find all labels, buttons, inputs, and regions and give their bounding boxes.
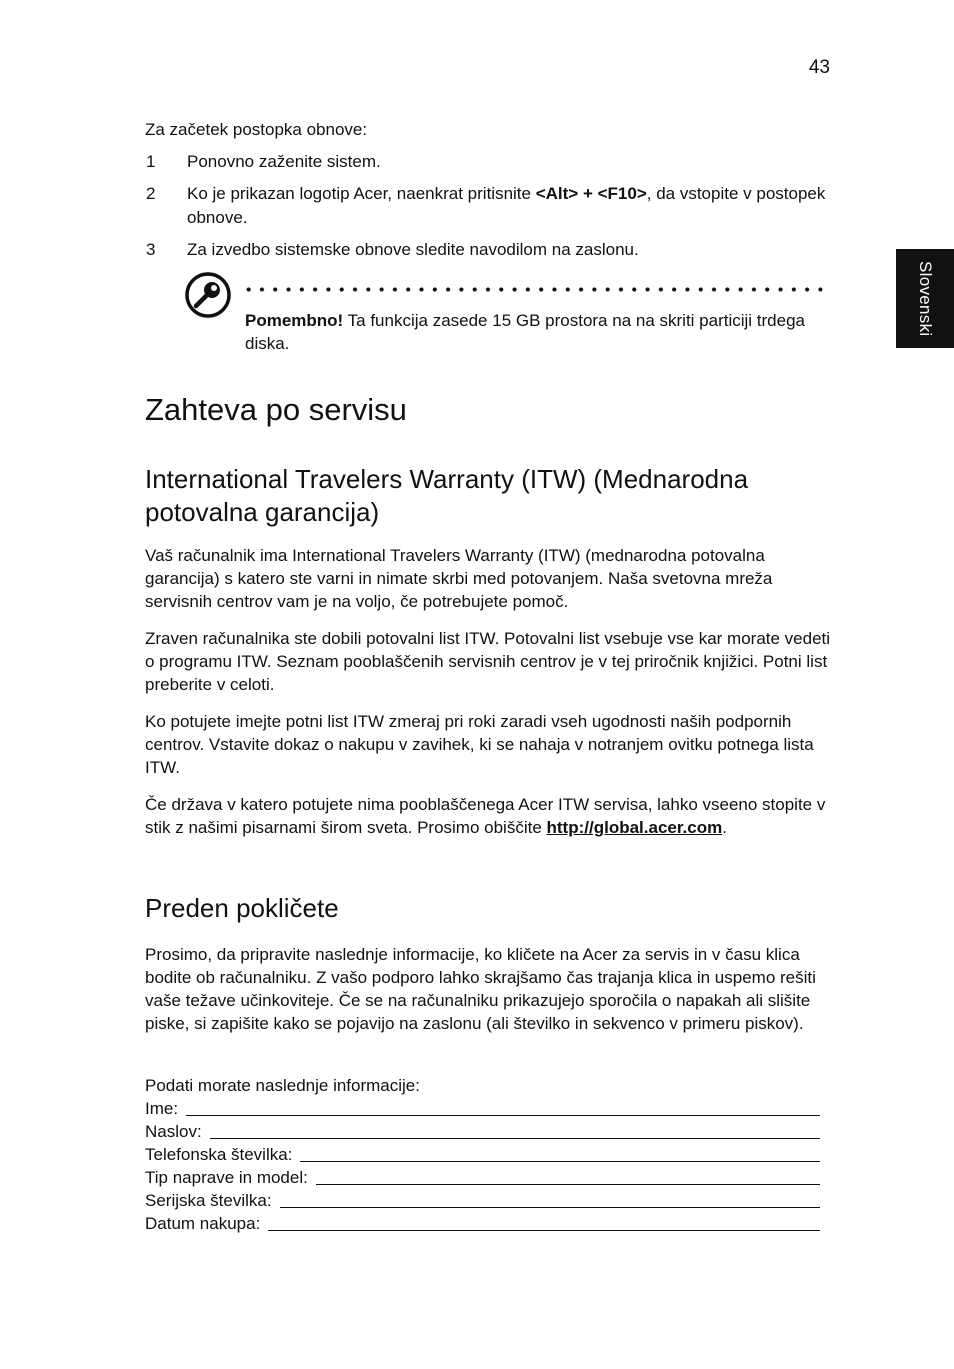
note-text: [245, 309, 830, 355]
step-text: [187, 150, 827, 174]
blank-line: [186, 1100, 820, 1116]
recovery-intro: Za začetek postopka obnove:: [145, 120, 368, 139]
form-field-label: Datum nakupa:: [145, 1214, 261, 1233]
step-number: 3: [146, 240, 156, 259]
blank-line: [280, 1192, 820, 1208]
step-text-part: , da vstopite v postopek obnove.: [187, 184, 826, 227]
itw-paragraph: Ko potujete imejte potni list ITW zmeraj pri roki zaradi vseh ugodnosti naših podpornih centrov. Vstavite dokaz o nakupu v zavihek, ki se nahaja v notranjem ovitku potnega lista ITW.: [145, 712, 814, 777]
blank-line: [268, 1215, 820, 1231]
section-title: Zahteva po servisu: [145, 392, 407, 427]
step-number: 2: [146, 184, 156, 203]
page-number: 43: [808, 57, 830, 78]
step-number: 1: [146, 152, 156, 171]
itw-paragraph: Vaš računalnik ima International Travelers Warranty (ITW) (mednarodna potovalna garancija) s katero ste varni in nimate skrbi med potovanjem. Naša svetovna mreža servisnih centrov vam je na voljo, če potrebujete pomoč.: [145, 546, 773, 611]
key-icon: [185, 272, 231, 318]
step-text: [187, 182, 827, 230]
link-suffix: .: [722, 818, 727, 837]
itw-paragraph: Zraven računalnika ste dobili potovalni list ITW. Potovalni list vsebuje vse kar morate vedeti o programu ITW. Seznam pooblaščenih servisnih centrov je v tej priročnik knjižici. Potni list preberite v celoti.: [145, 629, 831, 694]
form-field-label: Serijska številka:: [145, 1191, 272, 1210]
form-field-label: Naslov:: [145, 1122, 202, 1141]
itw-paragraph: [145, 793, 835, 839]
before-call-paragraph: Prosimo, da pripravite naslednje informacije, ko kličete na Acer za servis in v času klica bodite ob računalniku. Z vašo podporo lahko skrajšamo čas trajanja klica in uspemo rešiti vaše težave učinkoviteje. Če se na računalniku prikazujejo sporočila o napakah ali slišite piske, si zapišite kako se pojavijo na zaslonu (ali številko in sekvenco v primeru piskov).: [145, 945, 816, 1033]
form-field-phone: [145, 1143, 820, 1166]
note-divider: [242, 287, 828, 292]
form-field-label: Telefonska številka:: [145, 1145, 293, 1164]
step-text-part: Za izvedbo sistemske obnove sledite navodilom na zaslonu.: [187, 240, 639, 259]
blank-line: [300, 1146, 820, 1162]
form-field-purchase-date: [145, 1212, 820, 1235]
step-text-part: Ponovno zaženite sistem.: [187, 152, 381, 171]
language-tab: [896, 249, 954, 348]
note-label: Pomembno!: [245, 311, 344, 330]
itw-paragraph-text: Če država v katero potujete nima pooblaščenega Acer ITW servisa, lahko vseeno stopite v stik z našimi pisarnami širom sveta. Prosimo obiščite: [145, 795, 826, 837]
language-tab-label: Slovenski: [916, 260, 935, 337]
step-text: [187, 238, 827, 262]
key-combination: <Alt> + <F10>: [535, 184, 647, 203]
form-field-label: Ime:: [145, 1099, 179, 1118]
before-call-heading: Preden pokličete: [145, 893, 339, 923]
form-field-model: [145, 1166, 820, 1189]
step-text-part: Ko je prikazan logotip Acer, naenkrat pritisnite: [187, 184, 536, 203]
form-field-label: Tip naprave in model:: [145, 1168, 308, 1187]
form-field-address: [145, 1120, 820, 1143]
form-intro: Podati morate naslednje informacije:: [145, 1076, 420, 1095]
blank-line: [210, 1123, 820, 1139]
note-body: Ta funkcija zasede 15 GB prostora na na skriti particiji trdega diska.: [245, 311, 805, 353]
itw-heading: International Travelers Warranty (ITW) (Mednarodna potovalna garancija): [145, 464, 749, 527]
form-field-serial: [145, 1189, 820, 1212]
acer-global-link[interactable]: http://global.acer.com: [546, 818, 723, 837]
blank-line: [316, 1169, 820, 1185]
form-field-name: [145, 1097, 820, 1120]
